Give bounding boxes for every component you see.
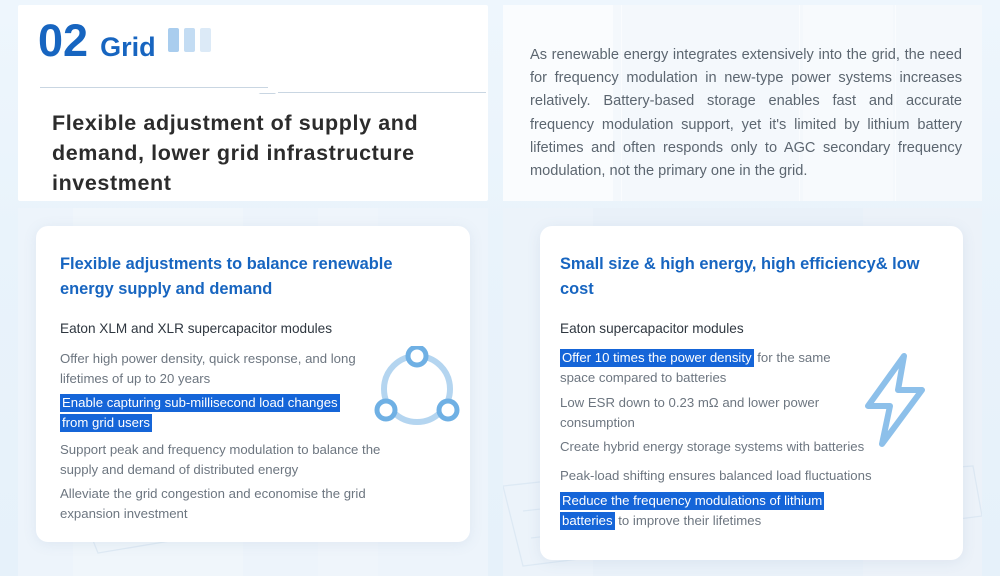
list-item (60, 484, 420, 523)
intro-panel (503, 5, 982, 201)
bullet-text: Create hybrid energy storage systems with batteries (560, 439, 865, 454)
left-content-card (36, 226, 470, 542)
section-heading (38, 17, 211, 67)
list-item (560, 491, 850, 530)
right-card-title: Small size & high energy, high efficiency& low cost (560, 255, 920, 298)
section-header-panel (18, 5, 488, 201)
list-item (60, 349, 360, 388)
page-title: Flexible adjustment of supply and demand, lower grid infrastructure investment (52, 111, 419, 195)
list-item (560, 393, 850, 432)
bullet-text: Offer high power density, quick response, and long lifetimes of up to 20 years (60, 351, 356, 386)
left-card-subtitle: Eaton XLM and XLR supercapacitor modules (60, 321, 333, 336)
header-divider (40, 83, 486, 93)
bullet-text: for the same space compared to batteries (560, 350, 831, 385)
intro-paragraph: As renewable energy integrates extensively into the grid, the need for frequency modulation in new-type power systems increases relatively. Battery-based storage enables fast and accurate frequency modulation support, yet it's limited by lithium battery lifetimes and often responds only to AGC secondary frequency modulation, not the primary one in the grid. (530, 47, 962, 180)
network-nodes-icon (374, 346, 460, 432)
bullet-text: Low ESR down to 0.23 mΩ and lower power consumption (560, 395, 820, 430)
right-content-card (540, 226, 963, 560)
bullet-text: Alleviate the grid congestion and economise the grid expansion investment (60, 486, 366, 521)
bullet-text: Peak-load shifting ensures balanced load fluctuations (560, 468, 872, 483)
highlighted-text: Offer 10 times the power density (562, 350, 752, 365)
bullet-text: Support peak and frequency modulation to balance the supply and demand of distributed energy (60, 442, 381, 477)
lightning-bolt-icon (860, 352, 934, 448)
list-item (560, 348, 860, 387)
section-number: 02 (38, 15, 89, 66)
highlighted-text: Reduce the frequency modulations of lithium batteries (562, 493, 823, 528)
highlighted-text: Enable capturing sub-millisecond load changes from grid users (62, 395, 338, 430)
bars-decoration-icon (168, 28, 211, 52)
bullet-text: to improve their lifetimes (614, 512, 762, 528)
left-card-title: Flexible adjustments to balance renewable energy supply and demand (60, 255, 393, 298)
list-item (60, 440, 420, 479)
list-item (560, 437, 890, 457)
section-word: Grid (100, 32, 156, 62)
list-item (560, 466, 900, 486)
list-item (60, 393, 360, 432)
right-card-subtitle: Eaton supercapacitor modules (560, 321, 744, 336)
